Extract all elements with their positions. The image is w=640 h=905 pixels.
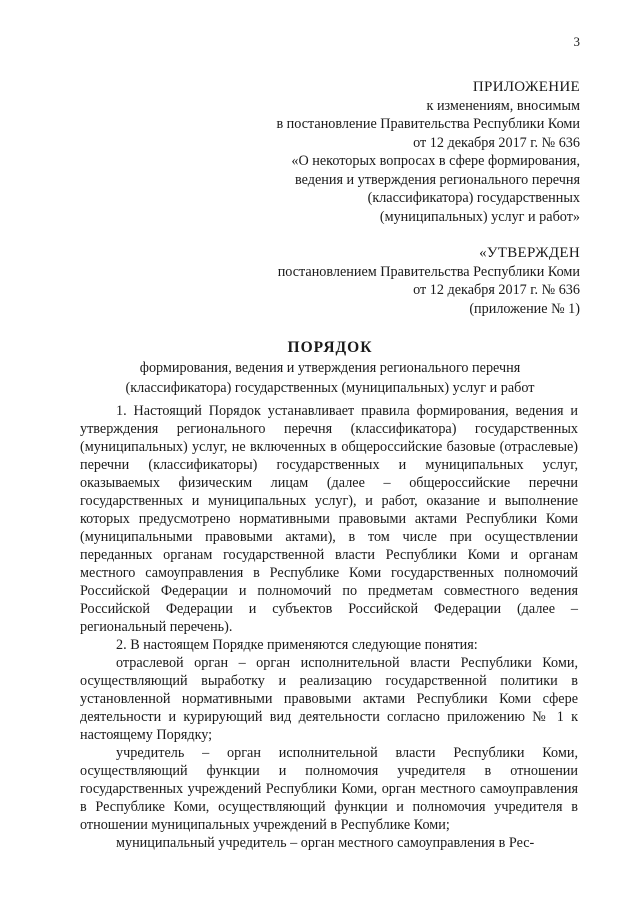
approved-line: (приложение № 1) xyxy=(469,300,580,317)
title-subtitle-line: (классификатора) государственных (муниципальных) услуг и работ xyxy=(125,380,535,396)
document-body xyxy=(80,402,578,852)
paragraph: отраслевой орган – орган исполнительной власти Республики Коми, осуществляющий выработку и реализацию государственной политики в установленной нормативными правовыми актами Республики Коми сфере деятельности и курирующий вид деятельности согласно приложению № 1 к настоящему Порядку; xyxy=(80,655,578,743)
appendix-line: от 12 декабря 2017 г. № 636 xyxy=(413,134,580,151)
appendix-line: (муниципальных) услуг и работ» xyxy=(379,208,580,225)
title-subtitle-line: формирования, ведения и утверждения регионального перечня xyxy=(139,360,521,376)
appendix-line: «О некоторых вопросах в сфере формирования, xyxy=(291,153,580,169)
document-title xyxy=(80,338,580,397)
approved-line: от 12 декабря 2017 г. № 636 xyxy=(413,282,580,298)
approved-heading: «УТВЕРЖДЕН xyxy=(479,245,580,261)
appendix-line: (классификатора) государственных xyxy=(367,190,580,206)
paragraph: муниципальный учредитель – орган местного самоуправления в Рес- xyxy=(116,835,535,851)
appendix-line: в постановление Правительства Республики Коми xyxy=(276,116,580,132)
paragraph: 2. В настоящем Порядке применяются следующие понятия: xyxy=(116,637,478,653)
appendix-line: к изменениям, вносимым xyxy=(426,97,580,114)
approved-block xyxy=(200,244,580,318)
appendix-line: ведения и утверждения регионального перечня xyxy=(295,171,580,188)
paragraph: учредитель – орган исполнительной власти Республики Коми, осуществляющий функции и полномочия учредителя в отношении государственных учреждений Республики Коми, орган местного самоуправления в Республике Коми, осуществляющий функции и полномочия учредителя в отношении муниципальных учреждений в Республике Коми; xyxy=(80,745,578,833)
appendix-block xyxy=(220,78,580,226)
paragraph: 1. Настоящий Порядок устанавливает правила формирования, ведения и утверждения регионального перечня (классификатора) государственных (муниципальных) услуг, не включенных в общероссийские базовые (отраслевые) перечни (классификаторы) государственных и муниципальных услуг, оказываемых физическим лицам (далее – общероссийские перечни государственных и муниципальных услуг), и работ, оказание и выполнение которых предусмотрено нормативными правовыми актами Республики Коми (муниципальными правовыми актами), в том числе при осуществлении переданных органам государственной власти Республики Коми и органам местного самоуправления в Республике Коми государственных полномочий Российской Федерации и полномочий по предметам совместного ведения Российской Федерации и субъектов Российской Федерации (далее – региональный перечень). xyxy=(80,403,578,635)
page-number: 3 xyxy=(573,34,580,49)
title-main: ПОРЯДОК xyxy=(287,339,373,356)
appendix-heading: ПРИЛОЖЕНИЕ xyxy=(472,79,580,95)
approved-line: постановлением Правительства Республики Коми xyxy=(277,263,580,280)
